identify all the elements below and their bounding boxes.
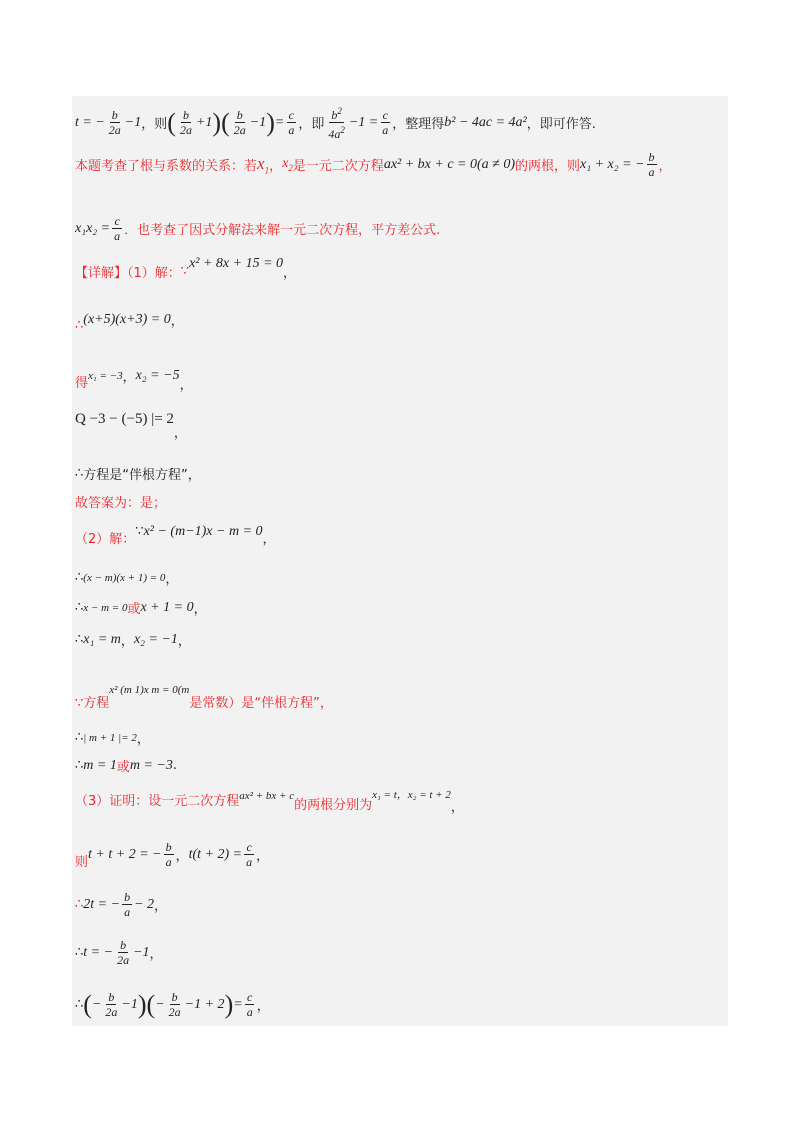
step2b xyxy=(75,598,207,617)
therefore-symbol: ∴ xyxy=(75,570,84,585)
text-ze: ，则 xyxy=(141,117,168,132)
therefore-symbol: ∴ xyxy=(75,632,84,647)
note-text-2: 是一元二次方程 xyxy=(292,159,384,174)
paren-open-2: ( xyxy=(146,989,156,1019)
math-abs: Q −3 − (−5) |= 2 xyxy=(75,411,174,427)
step3b xyxy=(75,890,167,919)
note-line-2 xyxy=(75,214,440,243)
frac-c-a-2: $\frac{c}{a}$ xyxy=(382,108,389,137)
frac-c-a: $\frac{c}{a}$ xyxy=(288,108,295,137)
math-root2: x₂ = −5 xyxy=(135,367,180,383)
frac-b-2a-2: $\frac{b}{2a}$ xyxy=(179,108,192,137)
step-roots xyxy=(75,366,193,393)
paren-close: ) xyxy=(137,989,147,1019)
therefore-symbol: ∴ xyxy=(75,945,84,960)
text-ji: ，即 xyxy=(298,117,325,132)
comma: ， xyxy=(154,899,168,914)
therefore-symbol: ∴ xyxy=(75,897,84,912)
math-step3c-tail: −1 xyxy=(133,944,150,960)
therefore-symbol: ∴ xyxy=(75,600,84,615)
therefore-symbol: ∴ xyxy=(75,758,84,773)
therefore-symbol: ∴ xyxy=(75,730,84,745)
math-quadratic: ax² + bx + c = 0(a ≠ 0) xyxy=(383,156,516,172)
comma: ， xyxy=(262,532,276,547)
comma: ， xyxy=(256,999,270,1014)
part2-line xyxy=(75,522,276,547)
therefore-symbol: ∴ xyxy=(75,997,84,1012)
math-step2b-right: x + 1 = 0 xyxy=(140,599,194,615)
part2-label: （2）解： xyxy=(75,532,136,547)
step2c xyxy=(75,630,191,649)
sep: ， xyxy=(175,849,189,864)
comma: ， xyxy=(136,732,150,747)
paren-open: ( xyxy=(167,107,176,137)
math-step3b-tail: − 2 xyxy=(134,896,155,912)
math-part2-eq: x² − (m−1)x − m = 0 xyxy=(143,523,263,539)
math-minus-one-plus-two: −1 + 2 xyxy=(184,996,225,1012)
frac-b-a-3a: $\frac{b}{a}$ xyxy=(165,840,172,869)
comma: ， xyxy=(165,572,179,587)
comma: ， xyxy=(283,266,297,281)
comma: ， xyxy=(256,849,270,864)
frac-b-a: $\frac{b}{a}$ xyxy=(648,150,655,179)
step2f xyxy=(75,756,177,775)
note-line-1 xyxy=(75,150,672,179)
math-step2c-r1: x₁ = m xyxy=(83,631,121,647)
therefore-symbol: ∴ xyxy=(75,318,84,333)
note-text-1: 本题考查了根与系数的关系：若 xyxy=(75,159,258,174)
math-step2f-right: m = −3 xyxy=(129,757,173,773)
text-zhengli: ，整理得 xyxy=(392,117,445,132)
answer-text: 故答案为：是； xyxy=(75,496,167,511)
text-or: 或 xyxy=(116,760,130,775)
because-text: ∵方程 xyxy=(75,696,110,711)
frac-b-2a-3c: $\frac{b}{2a}$ xyxy=(117,938,130,967)
paren-close-2: ) xyxy=(266,107,275,137)
frac-c-a-3a: $\frac{c}{a}$ xyxy=(246,840,253,869)
step2e xyxy=(75,728,150,747)
comma: ， xyxy=(170,314,184,329)
math-prod: x₁x₂ = xyxy=(75,220,111,236)
math-minus: − xyxy=(91,996,102,1012)
math-sum: x₁ + x₂ = − xyxy=(580,156,645,172)
step-abs xyxy=(75,410,187,441)
step3d xyxy=(75,990,270,1019)
text-ze: 则 xyxy=(75,855,89,870)
step2d-tail: 是常数）是“伴根方程”， xyxy=(189,696,333,711)
line-derivation-top xyxy=(75,104,596,141)
detail-line xyxy=(75,255,297,281)
step3a xyxy=(75,840,269,869)
math-minus-one: −1 xyxy=(121,996,138,1012)
note-text-4: ．也考查了因式分解法来解一元二次方程，平方差公式. xyxy=(124,223,441,238)
frac-b-2a-3d-2: $\frac{b}{2a}$ xyxy=(168,990,181,1019)
math-result: b² − 4ac = 4a² xyxy=(444,114,527,130)
comma: ， xyxy=(450,800,464,815)
frac-c-a-note: $\frac{c}{a}$ xyxy=(114,214,121,243)
answer-1 xyxy=(75,492,166,511)
step3c xyxy=(75,938,163,967)
sep: ， xyxy=(120,634,134,649)
paren-close-2: ) xyxy=(224,989,234,1019)
step2a xyxy=(75,568,178,587)
conclusion-1 xyxy=(75,464,201,483)
frac-b-2a-3: $\frac{b}{2a}$ xyxy=(233,108,246,137)
paren-open: ( xyxy=(83,989,92,1019)
math-part3-eq: ax² + bx + c xyxy=(239,789,295,802)
part3-mid: 的两根分别为 xyxy=(294,798,373,813)
step2d xyxy=(75,683,333,711)
math-step3c: t = − xyxy=(83,944,114,960)
conclusion-text: 方程是“伴根方程”， xyxy=(83,468,201,483)
math-part3-roots: x₁ = t，x₂ = t + 2 xyxy=(372,788,451,801)
paren-close: ) xyxy=(212,107,222,137)
math-minus-one-2: −1 xyxy=(249,114,267,130)
frac-b2-4a2: $\frac{b^2}{4a^2}$ xyxy=(328,106,345,141)
math-minus-2: − xyxy=(155,996,165,1012)
math-step3a-sum: t + t + 2 = − xyxy=(88,846,162,862)
therefore-symbol: ∴ xyxy=(75,466,84,481)
comma: . xyxy=(172,758,178,773)
math-step3a-prod: t(t + 2) = xyxy=(188,846,243,862)
text-de: 得 xyxy=(75,376,89,391)
note-text-3: 的两根，则 xyxy=(515,159,581,174)
part3-label: （3）证明：设一元二次方程 xyxy=(75,794,240,809)
comma: ， xyxy=(179,378,193,393)
detail-heading: 【详解】（1）解： xyxy=(75,266,181,281)
math-x1: $x_1$ xyxy=(257,153,270,176)
note-sep: ， xyxy=(269,159,283,174)
math-eq: = xyxy=(274,114,285,130)
math-step2e: | m + 1 |= 2 xyxy=(83,731,137,744)
math-step2d: x² (m 1)x m = 0(m xyxy=(109,683,190,696)
note-comma: ， xyxy=(658,159,672,174)
paren-open-2: ( xyxy=(221,107,230,137)
math-step2a: (x − m)(x + 1) = 0 xyxy=(83,571,166,584)
math-step2b-left: x − m = 0 xyxy=(83,601,128,614)
math-eq1: x² + 8x + 15 = 0 xyxy=(189,255,284,271)
comma: ， xyxy=(177,634,191,649)
frac-b-a-3b: $\frac{b}{a}$ xyxy=(124,890,131,919)
frac-c-a-3d: $\frac{c}{a}$ xyxy=(246,990,253,1019)
sep: ， xyxy=(122,370,136,385)
math-step2f-left: m = 1 xyxy=(83,757,117,773)
text-or: 或 xyxy=(127,602,141,617)
math-step2c-r2: x₂ = −1 xyxy=(133,631,178,647)
math-minus-one-eq: −1 = xyxy=(348,114,379,130)
because-symbol: ∵ xyxy=(135,524,144,539)
frac-b-2a-3d-1: $\frac{b}{2a}$ xyxy=(105,990,118,1019)
because-symbol: ∵ xyxy=(180,264,190,279)
comma: ， xyxy=(193,602,207,617)
text-tail: ，即可作答. xyxy=(526,117,596,132)
math-t-eq: t = − xyxy=(75,114,105,130)
math-x2: $x_2$ xyxy=(282,156,293,173)
frac-b-2a: $\frac{b}{2a}$ xyxy=(108,108,121,137)
comma: ， xyxy=(149,947,163,962)
math-plus-one: +1 xyxy=(195,114,213,130)
part3-line xyxy=(75,788,464,815)
math-minus-one: −1 xyxy=(124,114,142,130)
comma: ， xyxy=(173,426,187,441)
step-factor xyxy=(75,310,184,333)
math-factor: (x+5)(x+3) = 0 xyxy=(83,311,171,327)
math-step3b: 2t = − xyxy=(83,896,121,912)
math-eq: = xyxy=(233,996,243,1012)
math-root1: x₁ = −3 xyxy=(88,369,123,382)
